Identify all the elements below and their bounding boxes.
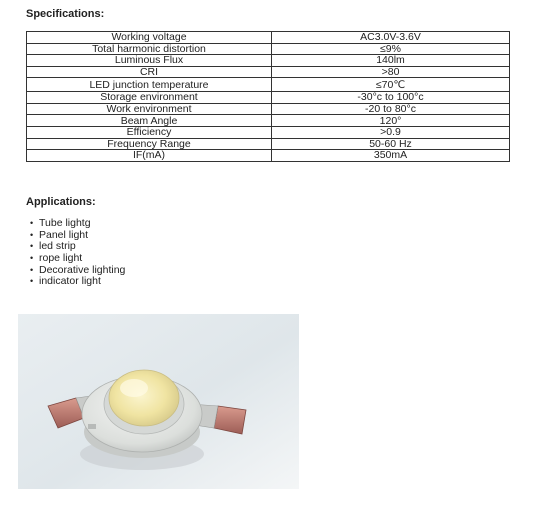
spec-label: Frequency Range bbox=[27, 138, 272, 150]
table-row bbox=[27, 115, 510, 127]
list-item-label: Panel light bbox=[39, 228, 89, 241]
table-row bbox=[27, 32, 510, 44]
table-row bbox=[27, 92, 510, 104]
bullet-icon: • bbox=[30, 264, 34, 275]
spec-value: 140lm bbox=[272, 55, 510, 67]
list-item-label: Decorative lighting bbox=[39, 263, 126, 276]
list-item-label: Tube lightg bbox=[39, 217, 91, 229]
list-item-label: led strip bbox=[39, 240, 76, 253]
list-item-label: rope light bbox=[39, 252, 83, 265]
spec-value: >80 bbox=[272, 66, 510, 78]
spec-label: Efficiency bbox=[27, 126, 272, 138]
spec-label: Working voltage bbox=[27, 32, 272, 44]
table-row bbox=[27, 150, 510, 162]
table-row bbox=[27, 138, 510, 150]
spec-label: LED junction temperature bbox=[27, 78, 272, 92]
spec-value: -30°c to 100°c bbox=[272, 92, 510, 104]
bullet-icon: • bbox=[30, 253, 34, 264]
spec-label: Work environment bbox=[27, 103, 272, 115]
spec-value: 50-60 Hz bbox=[272, 138, 510, 150]
spec-label: Luminous Flux bbox=[27, 55, 272, 67]
table-row bbox=[27, 66, 510, 78]
table-row bbox=[27, 78, 510, 92]
spec-label: CRI bbox=[27, 66, 272, 78]
table-row bbox=[27, 126, 510, 138]
spec-value: AC3.0V-3.6V bbox=[272, 32, 510, 44]
list-item bbox=[30, 276, 125, 288]
spec-value: >0.9 bbox=[272, 126, 510, 138]
specifications-table bbox=[26, 31, 510, 162]
applications-list bbox=[30, 218, 125, 288]
led-lens bbox=[109, 370, 179, 426]
led-product-photo bbox=[18, 314, 299, 489]
spec-label: Storage environment bbox=[27, 92, 272, 104]
bullet-icon: • bbox=[30, 218, 34, 228]
spec-value: 350mA bbox=[272, 150, 510, 162]
bullet-icon: • bbox=[30, 229, 34, 240]
table-row bbox=[27, 43, 510, 55]
spec-label: IF(mA) bbox=[27, 150, 272, 162]
bullet-icon: • bbox=[30, 276, 34, 287]
table-row bbox=[27, 103, 510, 115]
specifications-heading: Specifications: bbox=[26, 8, 105, 20]
spec-value: 120° bbox=[272, 115, 510, 127]
spec-label: Beam Angle bbox=[27, 115, 272, 127]
table-row bbox=[27, 55, 510, 67]
spec-value: ≤9% bbox=[272, 43, 510, 55]
list-item-label: indicator light bbox=[39, 275, 101, 288]
spec-label: Total harmonic distortion bbox=[27, 43, 272, 55]
spec-value: ≤70℃ bbox=[272, 78, 510, 92]
applications-heading: Applications: bbox=[26, 196, 96, 208]
bullet-icon: • bbox=[30, 241, 34, 252]
spec-value: -20 to 80°c bbox=[272, 103, 510, 115]
